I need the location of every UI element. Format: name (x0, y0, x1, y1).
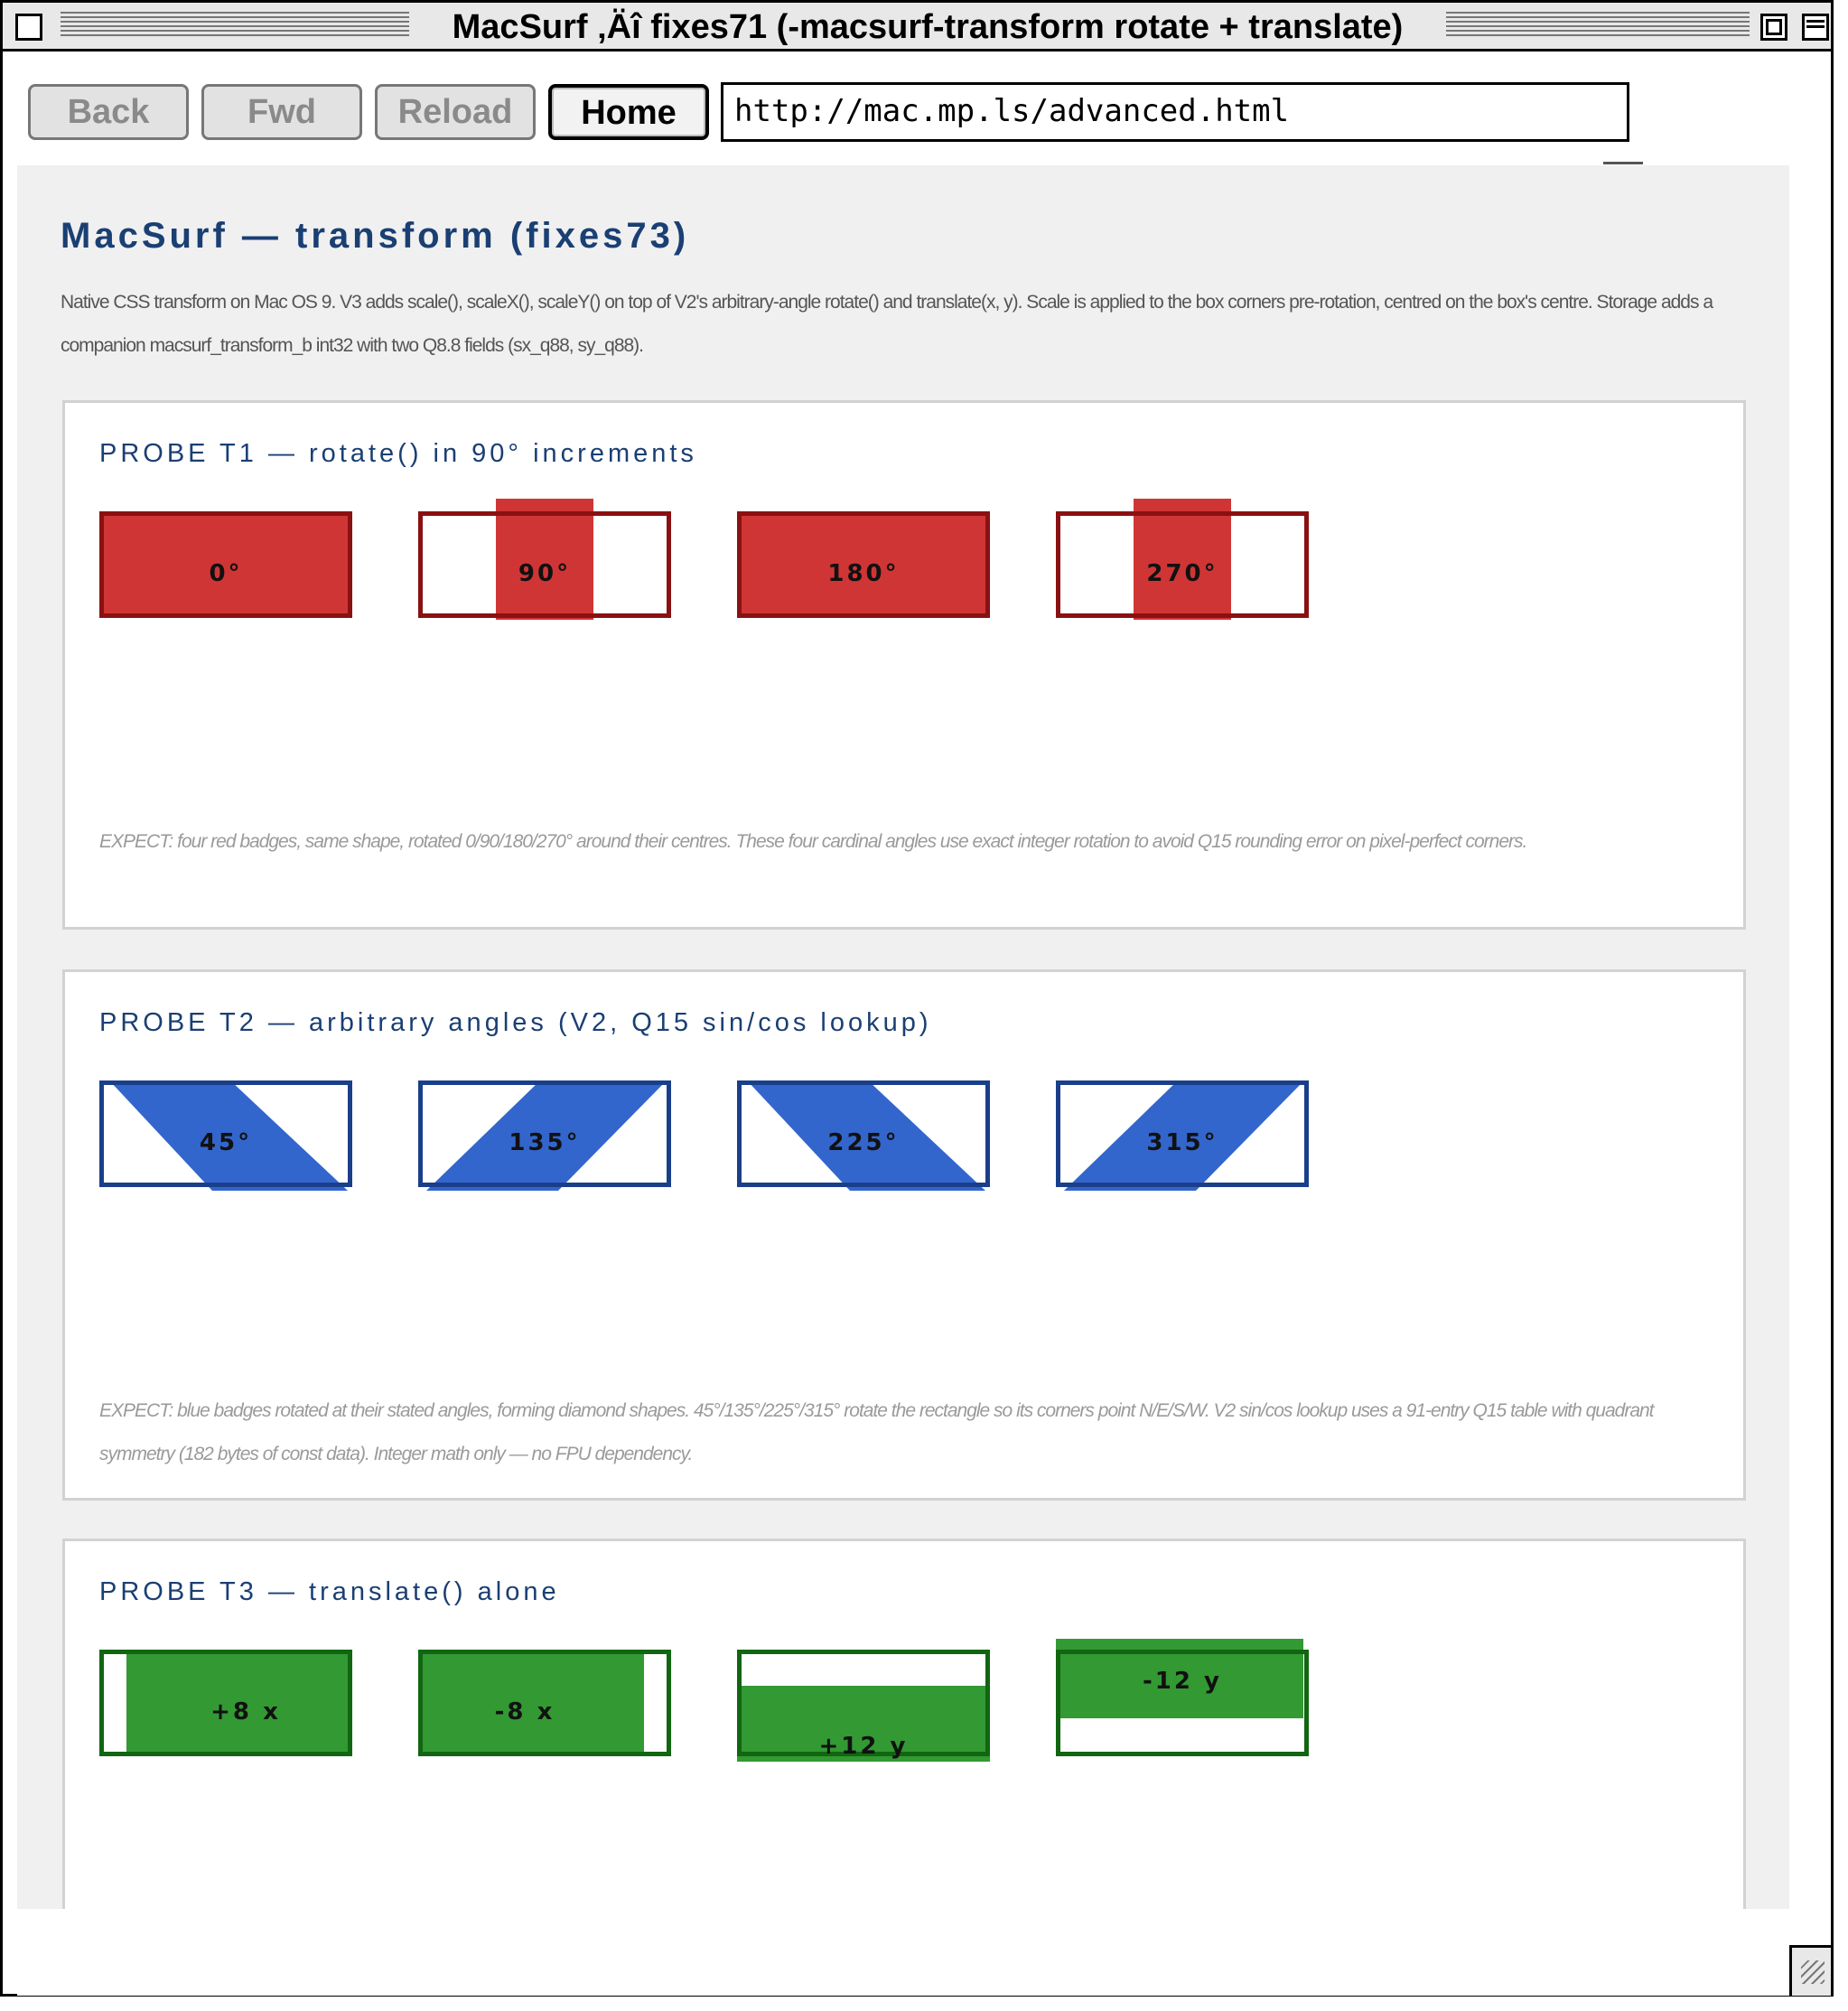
window-title: MacSurf ‚Äî fixes71 (-macsurf-transform rotate + translate) (452, 8, 1404, 46)
badge-label: 315° (1146, 1129, 1218, 1156)
badge-label: 135° (509, 1129, 581, 1156)
home-button[interactable]: Home (548, 84, 709, 140)
badge-label: -12 y (1143, 1668, 1222, 1695)
toolbar (3, 51, 1831, 162)
page-title: MacSurf — transform (fixes73) (61, 216, 690, 256)
badge-rotate-270 (1056, 511, 1309, 618)
probe-t1 (62, 400, 1746, 930)
badge-rotate-135 (418, 1080, 671, 1187)
page-content[interactable] (17, 165, 1789, 1909)
badge-label: 225° (827, 1129, 900, 1156)
close-box-icon[interactable] (15, 14, 42, 41)
badge-label: +12 y (818, 1733, 909, 1760)
badge-translate-plus-8x (99, 1650, 352, 1756)
badge-rotate-225 (737, 1080, 990, 1187)
badge-label: 45° (199, 1129, 253, 1156)
forward-button[interactable]: Fwd (201, 84, 362, 140)
badge-rotate-90 (418, 511, 671, 618)
back-button[interactable]: Back (28, 84, 189, 140)
badge-rotate-45 (99, 1080, 352, 1187)
probe-title: PROBE T2 — arbitrary angles (V2, Q15 sin/cos lookup) (99, 1008, 932, 1037)
url-field[interactable]: http://mac.mp.ls/advanced.html (721, 82, 1629, 142)
badge-translate-plus-12y (737, 1650, 990, 1760)
badge-label: 180° (827, 560, 900, 587)
badge-label: -8 x (494, 1698, 555, 1726)
badge-rotate-315 (1056, 1080, 1309, 1187)
expect-text: EXPECT: four red badges, same shape, rotated 0/90/180/270° around their centres. These four cardinal angles use exact integer rotation to avoid Q15 rounding error on pixel-perfect corners. (99, 831, 1527, 852)
title-stripes-right (1446, 12, 1750, 39)
badge-rotate-0 (99, 511, 352, 618)
scroll-marker (1603, 162, 1643, 164)
expect-text: EXPECT: blue badges rotated at their stated angles, forming diamond shapes. 45°/135°/225°/315° rotate the rectangle so its corners point N/E/S/W. V2 sin/cos lookup uses a 91-entry Q15 table with quadrant symmetry (182 bytes of const data). Integer math only — no FPU dependency. (99, 1400, 1654, 1464)
probe-title: PROBE T3 — translate() alone (99, 1577, 560, 1606)
resize-grip-icon[interactable] (1789, 1945, 1831, 1996)
title-bar[interactable] (3, 3, 1831, 51)
badge-label: 0° (209, 560, 243, 587)
reload-button[interactable]: Reload (375, 84, 536, 140)
badge-translate-minus-8x (418, 1650, 671, 1756)
badge-translate-minus-12y (1056, 1650, 1309, 1756)
probe-title: PROBE T1 — rotate() in 90° increments (99, 439, 697, 468)
probe-t2 (62, 969, 1746, 1501)
zoom-box-icon[interactable] (1760, 14, 1787, 41)
status-area (17, 1909, 1789, 1996)
badge-label: 270° (1146, 560, 1218, 587)
intro-text: Native CSS transform on Mac OS 9. V3 adds scale(), scaleX(), scaleY() on top of V2's arbitrary-angle rotate() and translate(x, y). Scale is applied to the box corners pre-rotation, centred on the box's centre. Storage adds a companion macsurf_transform_b int32 with two Q8.8 fields (sx_q88, sy_q88). (61, 292, 1713, 356)
collapse-box-icon[interactable] (1802, 14, 1829, 41)
badge-label: +8 x (210, 1698, 281, 1726)
badge-rotate-180 (737, 511, 990, 618)
probe-t3 (62, 1539, 1746, 1909)
title-stripes-left (61, 12, 409, 39)
badge-label: 90° (518, 560, 572, 587)
